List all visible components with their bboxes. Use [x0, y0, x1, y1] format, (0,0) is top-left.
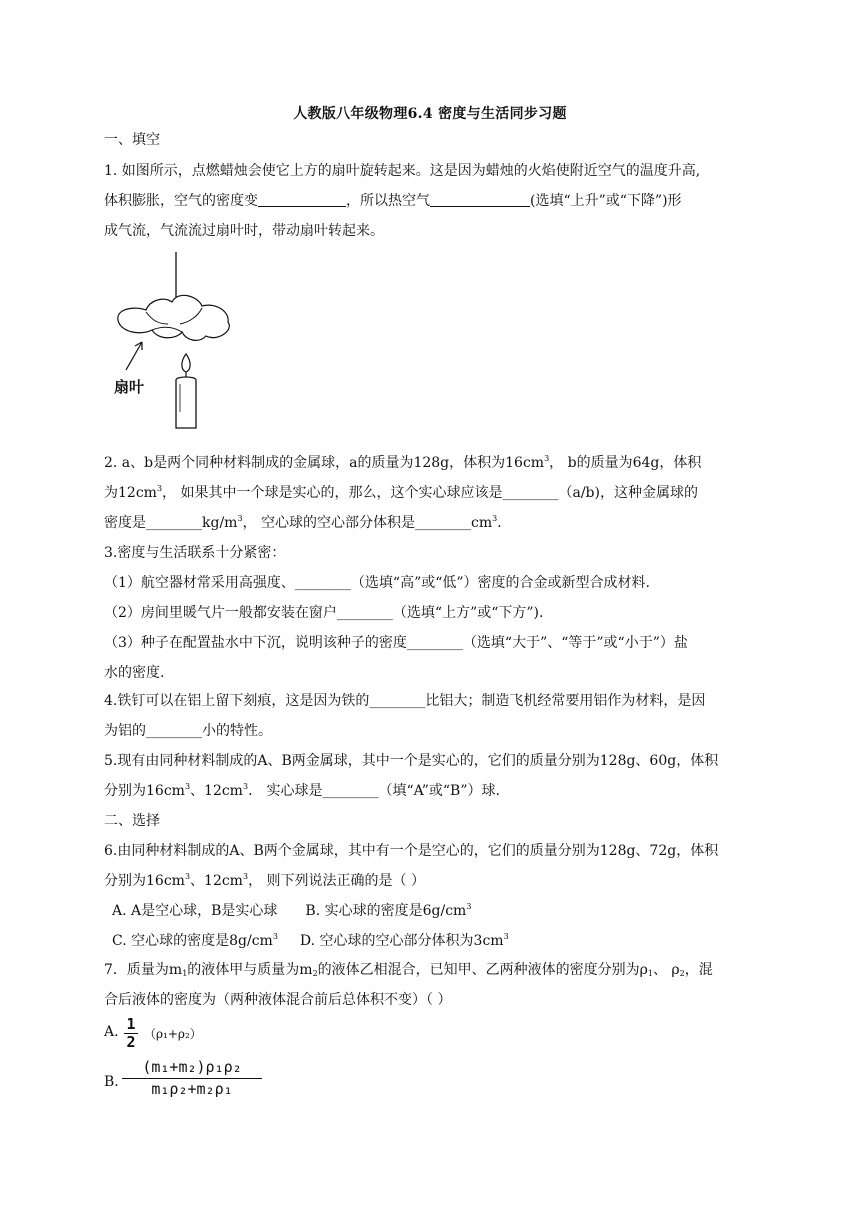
fan-blade-icon	[118, 295, 229, 340]
q5-line-2	[104, 781, 764, 801]
section-fill-blank: 一、填空	[104, 132, 160, 148]
q2-text-c: 为12cm	[104, 485, 157, 501]
superscript-3: 3	[466, 902, 472, 911]
q7-option-b-label: B.	[104, 1074, 119, 1090]
q2-line-3	[104, 513, 764, 533]
superscript-3: 3	[156, 484, 163, 493]
superscript-3: 3	[544, 454, 550, 463]
subscript-1: 1	[647, 969, 653, 978]
q5-line-1: 5.现有由同种材料制成的A、B两金属球，其中一个是实心的，它们的质量分别为128g、60g，体积	[104, 753, 719, 769]
fraction-denominator: 2	[126, 1033, 136, 1051]
superscript-3: 3	[184, 872, 191, 881]
q4-line-1: 4.铁钉可以在铝上留下刻痕，这是因为铁的________比铝大；制造飞机经常要用铝作为材料，是因	[104, 693, 706, 709]
q1-blank-1[interactable]	[258, 192, 346, 207]
q7-option-a-fraction	[124, 1016, 138, 1050]
superscript-3: 3	[492, 514, 498, 523]
fan-blade-label: 扇叶	[114, 378, 145, 396]
q6-line-2	[104, 871, 764, 891]
candle-icon	[176, 377, 196, 428]
q4-line-2: 为铝的________小的特性。	[104, 723, 272, 739]
q6-option-c[interactable]: C. 空心球的密度是8g/cm	[112, 933, 273, 949]
subscript-2: 2	[679, 969, 685, 978]
q2-line-2	[104, 483, 764, 503]
candle-fan-figure	[106, 250, 246, 430]
q7-option-b-fraction	[122, 1058, 262, 1099]
superscript-3: 3	[272, 932, 278, 941]
q2-line-1	[104, 453, 764, 473]
q2-text-d: ， 如果其中一个球是实心的，那么，这个实心球应该是________（a/b)，这种金属球的	[162, 485, 698, 501]
q2-text-e: 密度是________kg/m	[104, 515, 238, 531]
q2-text-g: ．	[497, 515, 512, 531]
q6-line-1: 6.由同种材料制成的A、B两个金属球，其中有一个是空心的，它们的质量分别为128g、72g，体积	[104, 843, 719, 859]
q7-option-a-expression: （ρ₁+ρ₂）	[144, 1027, 202, 1041]
q1-text-a: 体积膨胀，空气的密度变	[104, 193, 258, 209]
fraction-numerator: 1	[126, 1015, 136, 1033]
q5-text-a: 分别为16cm	[104, 783, 185, 799]
q6-options-row-2	[112, 931, 772, 951]
q1-blank-2[interactable]	[430, 192, 530, 207]
q7-text-c: 的液体乙相混合，已知甲、乙两种液体的密度分别为ρ	[317, 962, 648, 978]
q7-text-b: 的液体甲与质量为m	[187, 962, 313, 978]
fraction-numerator: (m₁+m₂)ρ₁ρ₂	[142, 1058, 242, 1076]
q7-text-d: 、 ρ	[652, 962, 680, 978]
q3-line-2: （1）航空器材常采用高强度、________（选填“高”或“低”）密度的合金或新型合成材料.	[104, 575, 650, 591]
q1-line-3: 成气流，气流流过扇叶时，带动扇叶转起来。	[104, 223, 384, 239]
q2-text-b: ， b的质量为64g，体积	[549, 455, 702, 471]
arrow-line	[126, 342, 142, 370]
q3-line-3: （2）房间里暖气片一般都安装在窗户________（选填“上方”或“下方”).	[104, 605, 544, 621]
q2-text-a: 2. a、b是两个同种材料制成的金属球，a的质量为128g，体积为16cm	[104, 455, 545, 471]
subscript-2: 2	[312, 969, 318, 978]
q3-line-1: 3.密度与生活联系十分紧密：	[104, 545, 286, 561]
q6-text-b: 、12cm	[190, 873, 243, 889]
superscript-3: 3	[242, 782, 249, 791]
q1-text-c: (选填“上升”或“下降”)形	[530, 193, 682, 209]
q1-line-2	[104, 191, 764, 211]
q7-line-1	[104, 960, 764, 980]
fraction-denominator: m₁ρ₂+m₂ρ₁	[151, 1080, 233, 1098]
superscript-3: 3	[503, 932, 509, 941]
fraction-bar	[122, 1078, 262, 1079]
q6-option-b[interactable]: B. 实心球的密度是6g/cm	[305, 903, 467, 919]
superscript-3: 3	[237, 514, 243, 523]
q3-line-5: 水的密度.	[104, 665, 165, 681]
q5-text-c: ． 实心球是________（填“A”或“B”）球.	[248, 783, 500, 799]
section-choice: 二、选择	[104, 813, 160, 829]
page-title: 人教版八年级物理6.4 密度与生活同步习题	[293, 106, 567, 122]
q6-option-a[interactable]: A. A是空心球，B是实心球	[112, 903, 278, 919]
q7-text-a: 7．质量为m	[104, 962, 183, 978]
q6-options-row-1	[112, 901, 772, 921]
superscript-3: 3	[184, 782, 191, 791]
q1-line-1: 1. 如图所示，点燃蜡烛会使它上方的扇叶旋转起来。这是因为蜡烛的火焰使附近空气的温度升高,	[104, 163, 701, 179]
q3-line-4: （3）种子在配置盐水中下沉，说明该种子的密度________（选填“大于”、“等于”或“小于”）盐	[104, 635, 688, 651]
q7-text-e: ，混	[684, 962, 713, 978]
q2-text-f: ， 空心球的空心部分体积是________cm	[242, 515, 493, 531]
flame-icon	[182, 354, 190, 372]
q1-text-b: ，所以热空气	[346, 193, 430, 209]
subscript-1: 1	[182, 969, 188, 978]
q7-option-a-label: A.	[104, 1024, 119, 1040]
q5-text-b: 、12cm	[190, 783, 243, 799]
q6-text-a: 分别为16cm	[104, 873, 185, 889]
superscript-3: 3	[242, 872, 249, 881]
q6-option-d[interactable]: D. 空心球的空心部分体积为3cm	[299, 933, 504, 949]
q7-line-2: 合后液体的密度为（两种液体混合前后总体积不变）（ ）	[104, 992, 452, 1008]
q6-text-c: ， 则下列说法正确的是（ ）	[248, 873, 425, 889]
